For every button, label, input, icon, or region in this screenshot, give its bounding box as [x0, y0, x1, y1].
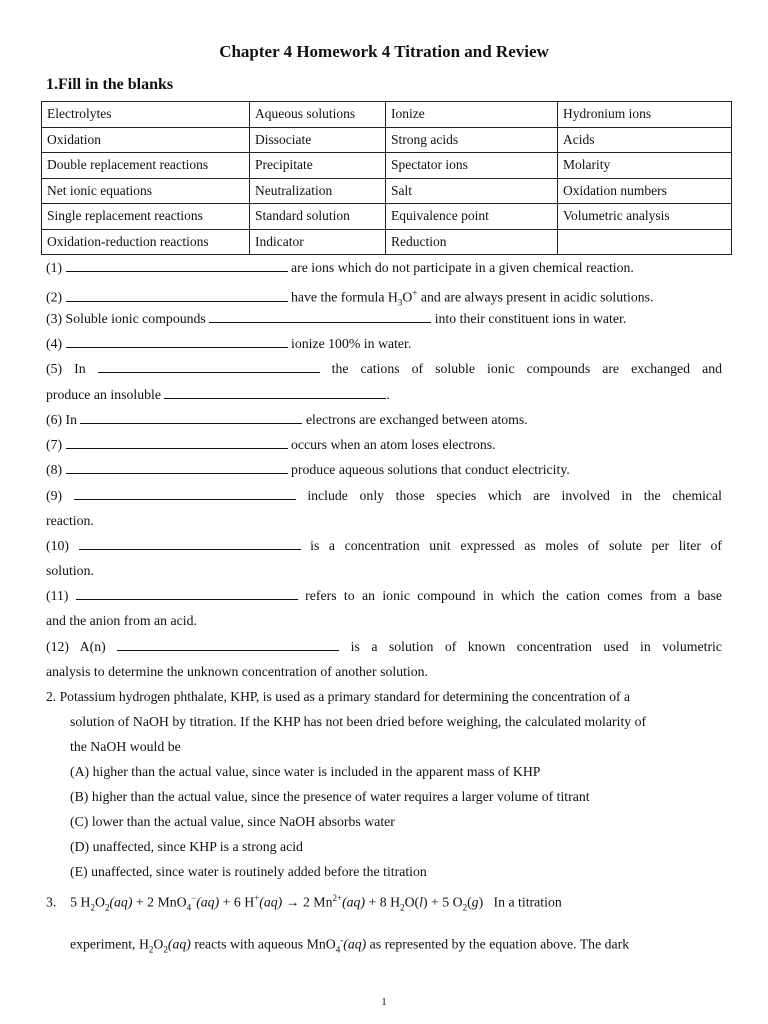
answer-blank[interactable]	[74, 485, 296, 500]
term-cell: Spectator ions	[386, 153, 558, 179]
answer-blank[interactable]	[209, 308, 431, 323]
answer-blank[interactable]	[164, 384, 386, 399]
q3-equation: 3. 5 $H_2O_2(aq) + 2$ MnO$_4$−(aq) + 6 H+(aq) → 2 $Mn^{2+}(aq) + 8$ $H_2O(l) + 5$ $O_2(g)$ In a titration	[46, 893, 562, 913]
section-heading-fill-blanks: 1.Fill in the blanks	[46, 76, 174, 93]
terms-row	[42, 102, 732, 128]
term-cell: Aqueous solutions	[250, 102, 386, 128]
fill-question-11-line2: and the anion from an acid.	[46, 613, 197, 628]
fill-question-6: (6) In electrons are exchanged between atoms.	[46, 407, 722, 432]
term-cell: Oxidation numbers	[558, 178, 732, 204]
term-cell: Dissociate	[250, 127, 386, 153]
term-cell: Equivalence point	[386, 204, 558, 230]
answer-blank[interactable]	[117, 636, 339, 651]
answer-blank[interactable]	[80, 409, 302, 424]
mc-option-c[interactable]: (C) lower than the actual value, since NaOH absorbs water	[70, 814, 395, 829]
fill-question-9-line2: reaction.	[46, 513, 94, 528]
terms-row	[42, 204, 732, 230]
fill-question-4: (4) ionize 100% in water.	[46, 331, 722, 356]
term-cell: Electrolytes	[42, 102, 250, 128]
term-cell: Indicator	[250, 229, 386, 255]
fill-question-9: (9) include only those species which are involved in the chemical	[46, 483, 722, 508]
fill-question-8: (8) produce aqueous solutions that conduct electricity.	[46, 457, 722, 482]
terms-table	[41, 101, 732, 255]
term-cell: Net ionic equations	[42, 178, 250, 204]
term-cell: Single replacement reactions	[42, 204, 250, 230]
fill-question-10: (10) is a concentration unit expressed as moles of solute per liter of	[46, 533, 722, 558]
term-cell: Oxidation-reduction reactions	[42, 229, 250, 255]
q3-description: experiment, $H_2O_2(aq)$ reacts with aqueous MnO$_4$-(aq) as represented by the equation above. The dark	[70, 935, 630, 955]
fill-question-12-line2: analysis to determine the unknown concentration of another solution.	[46, 664, 429, 679]
terms-row	[42, 153, 732, 179]
answer-blank[interactable]	[66, 257, 288, 272]
mc-option-a[interactable]: (A) higher than the actual value, since water is included in the apparent mass of KHP	[70, 764, 541, 779]
fill-question-5-line2: produce an insoluble .	[46, 382, 722, 407]
term-cell: Reduction	[386, 229, 558, 255]
answer-blank[interactable]	[66, 459, 288, 474]
mc-question-2-line1: 2. Potassium hydrogen phthalate, KHP, is used as a primary standard for determining the concentration of a	[46, 689, 631, 704]
fill-question-10-line2: solution.	[46, 563, 94, 578]
answer-blank[interactable]	[98, 358, 320, 373]
term-cell: Double replacement reactions	[42, 153, 250, 179]
mc-option-e[interactable]: (E) unaffected, since water is routinely added before the titration	[70, 864, 427, 879]
fill-question-7: (7) occurs when an atom loses electrons.	[46, 432, 722, 457]
term-cell: Oxidation	[42, 127, 250, 153]
term-cell	[558, 229, 732, 255]
fill-question-11: (11) refers to an ionic compound in which the cation comes from a base	[46, 583, 722, 608]
answer-blank[interactable]	[66, 333, 288, 348]
term-cell: Acids	[558, 127, 732, 153]
fill-question-3: (3) Soluble ionic compounds into their constituent ions in water.	[46, 306, 722, 331]
terms-row	[42, 178, 732, 204]
fill-question-2: (2) have the formula $H_3O^+$ and are always present in acidic solutions.	[46, 288, 654, 308]
mc-question-2-line3: the NaOH would be	[70, 739, 181, 754]
terms-row	[42, 229, 732, 255]
term-cell: Strong acids	[386, 127, 558, 153]
answer-blank[interactable]	[79, 535, 301, 550]
term-cell: Precipitate	[250, 153, 386, 179]
answer-blank[interactable]	[66, 287, 288, 302]
answer-blank[interactable]	[66, 434, 288, 449]
terms-row	[42, 127, 732, 153]
term-cell: Salt	[386, 178, 558, 204]
fill-question-12: (12) A(n) is a solution of known concentration used in volumetric	[46, 634, 722, 659]
term-cell: Molarity	[558, 153, 732, 179]
answer-blank[interactable]	[76, 585, 298, 600]
mc-option-d[interactable]: (D) unaffected, since KHP is a strong acid	[70, 839, 303, 854]
fill-question-5: (5) In the cations of soluble ionic compounds are exchanged and	[46, 356, 722, 381]
term-cell: Ionize	[386, 102, 558, 128]
mc-option-b[interactable]: (B) higher than the actual value, since the presence of water requires a larger volume of titrant	[70, 789, 590, 804]
term-cell: Volumetric analysis	[558, 204, 732, 230]
page-title: Chapter 4 Homework 4 Titration and Review	[219, 42, 549, 61]
term-cell: Hydronium ions	[558, 102, 732, 128]
page-number: 1	[381, 996, 387, 1008]
term-cell: Standard solution	[250, 204, 386, 230]
mc-question-2-line2: solution of NaOH by titration. If the KHP has not been dried before weighing, the calculated molarity of	[70, 714, 647, 729]
fill-question-1: (1) are ions which do not participate in a given chemical reaction.	[46, 255, 722, 280]
term-cell: Neutralization	[250, 178, 386, 204]
